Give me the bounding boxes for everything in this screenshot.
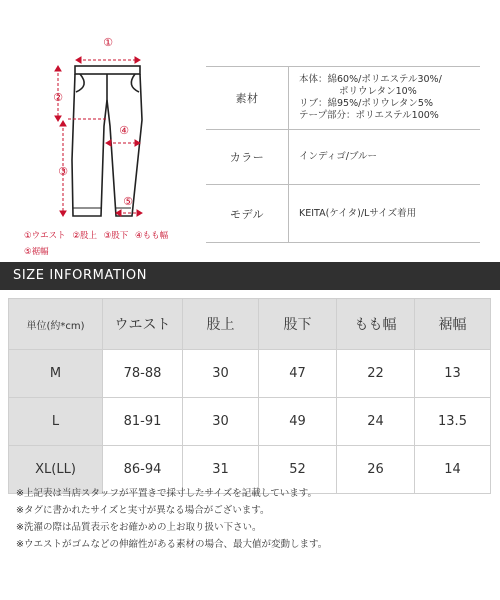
header-unit: 単位(約*cm) bbox=[9, 299, 103, 350]
marker-waist: ① bbox=[103, 36, 113, 49]
spec-line: ポリウレタン10% bbox=[339, 86, 417, 97]
spec-label: 素材 bbox=[235, 92, 259, 105]
spec-row-model bbox=[206, 185, 480, 243]
table-cell: 49 bbox=[259, 398, 337, 446]
pants-outline bbox=[72, 66, 142, 216]
spec-line: リブ：綿95%/ポリウレタン5% bbox=[299, 98, 434, 109]
marker-inseam: ③ bbox=[58, 165, 68, 178]
marker-rise: ② bbox=[53, 91, 63, 104]
table-cell: 22 bbox=[337, 350, 415, 398]
notes bbox=[16, 485, 327, 553]
note-line: ※洗濯の際は品質表示をお確かめの上お取り扱い下さい。 bbox=[16, 522, 262, 533]
marker-thigh: ④ bbox=[119, 124, 129, 137]
note-line: ※タグに書かれたサイズと実寸が異なる場合がございます。 bbox=[16, 505, 270, 516]
table-cell: 24 bbox=[337, 398, 415, 446]
legend-rise: ②股上 bbox=[72, 231, 97, 241]
measurement-legend bbox=[24, 228, 214, 260]
size-information-header: SIZE INFORMATION bbox=[0, 262, 500, 290]
header-waist: ウエスト bbox=[103, 299, 183, 350]
table-cell: 13.5 bbox=[415, 398, 491, 446]
pants-measurement-diagram bbox=[0, 0, 210, 262]
spec-value bbox=[288, 67, 480, 129]
table-cell: 31 bbox=[183, 446, 259, 494]
size-table bbox=[8, 298, 491, 494]
header-rise: 股上 bbox=[183, 299, 259, 350]
spec-row-material bbox=[206, 66, 480, 130]
measurement-lines bbox=[55, 57, 142, 216]
spec-line: インディゴ/ブルー bbox=[299, 151, 378, 162]
legend-hem: ⑤裾幅 bbox=[24, 247, 49, 257]
spec-value bbox=[288, 185, 480, 242]
legend-waist: ①ウエスト bbox=[24, 231, 66, 241]
spec-label: カラー bbox=[229, 151, 265, 164]
header-hem: 裾幅 bbox=[415, 299, 491, 350]
table-cell: 52 bbox=[259, 446, 337, 494]
spec-table bbox=[206, 66, 480, 243]
size-label: M bbox=[9, 350, 103, 398]
legend-inseam: ③股下 bbox=[103, 231, 129, 241]
spec-label: モデル bbox=[230, 207, 264, 221]
marker-hem: ⑤ bbox=[123, 195, 133, 208]
note-line: ※ウエストがゴムなどの伸縮性がある素材の場合、最大値が変動します。 bbox=[16, 539, 328, 550]
spec-line: テープ部分：ポリエステル100% bbox=[299, 110, 439, 121]
spec-line: KEITA(ケイタ)/Lサイズ着用 bbox=[299, 207, 417, 219]
spec-value bbox=[288, 130, 480, 184]
spec-row-color bbox=[206, 130, 480, 185]
size-table-header-row bbox=[9, 299, 491, 350]
table-cell: 81-91 bbox=[103, 398, 183, 446]
table-row bbox=[9, 350, 491, 398]
header-thigh: もも幅 bbox=[337, 299, 415, 350]
table-cell: 78-88 bbox=[103, 350, 183, 398]
table-cell: 86-94 bbox=[103, 446, 183, 494]
legend-thigh: ④もも幅 bbox=[134, 231, 169, 241]
table-cell: 30 bbox=[183, 398, 259, 446]
table-cell: 47 bbox=[259, 350, 337, 398]
size-label: XL(LL) bbox=[9, 446, 103, 494]
table-cell: 26 bbox=[337, 446, 415, 494]
table-cell: 30 bbox=[183, 350, 259, 398]
table-cell: 13 bbox=[415, 350, 491, 398]
table-row bbox=[9, 398, 491, 446]
header-inseam: 股下 bbox=[259, 299, 337, 350]
note-line: ※上記表は当店スタッフが平置きで採寸したサイズを記載しています。 bbox=[16, 488, 317, 499]
size-label: L bbox=[9, 398, 103, 446]
table-cell: 14 bbox=[415, 446, 491, 494]
spec-line: 本体：綿60%/ポリエステル30%/ bbox=[299, 74, 442, 85]
